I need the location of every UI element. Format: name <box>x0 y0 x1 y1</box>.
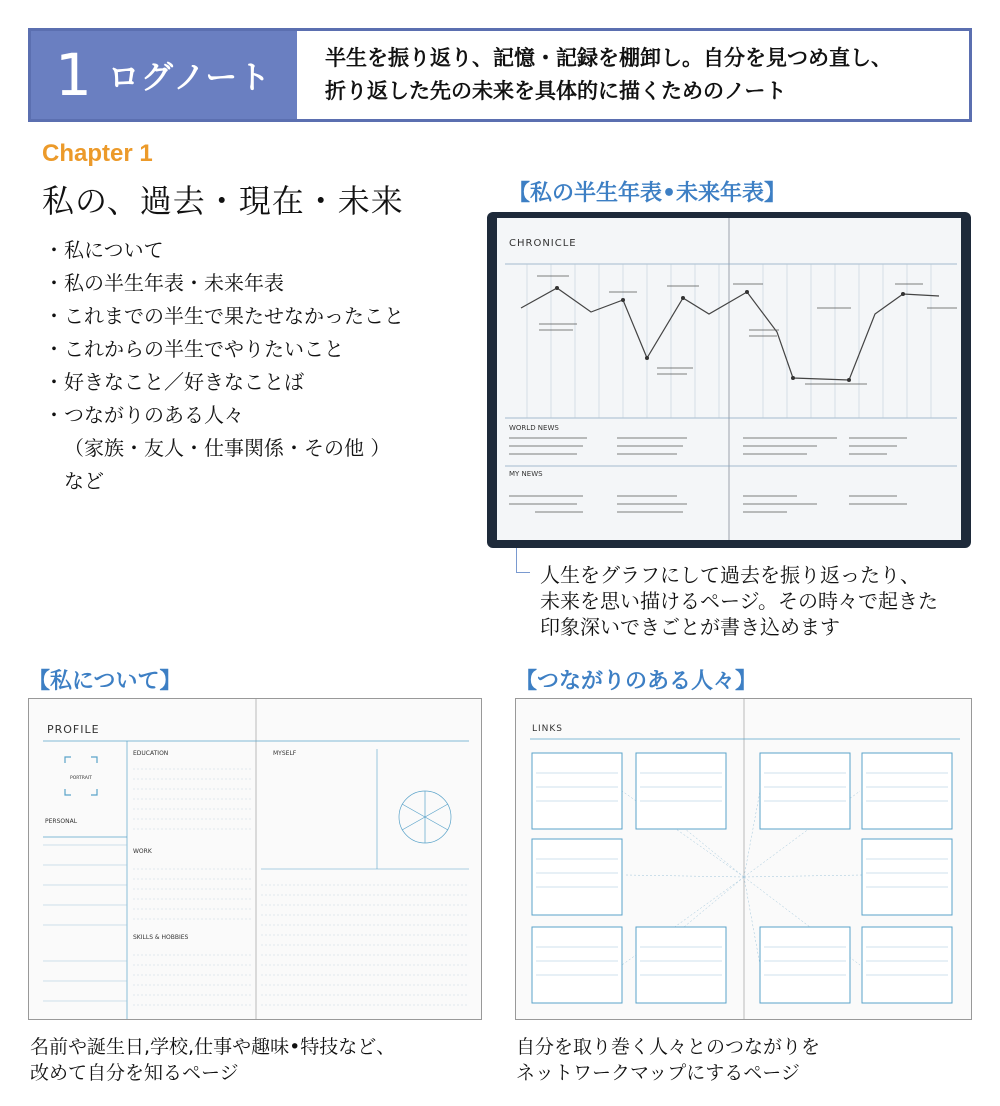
profile-caption-line2: 改めて自分を知るページ <box>30 1062 239 1084</box>
chapter-item: ・つながりのある人々 <box>44 403 244 427</box>
banner-title: ログノート <box>107 58 272 96</box>
chapter-label: Chapter 1 <box>42 140 153 167</box>
banner-description <box>297 31 969 119</box>
banner-description-line2: 折り返した先の未来を具体的に描くためのノート <box>325 79 787 103</box>
chronicle-caption-line2: 未来を思い描けるページ。その時々で起きた <box>540 589 938 613</box>
chapter-item: ・これまでの半生で果たせなかったこと <box>44 304 404 328</box>
chronicle-notebook-photo <box>487 212 971 548</box>
chapter-item: ・これからの半生でやりたいこと <box>44 337 344 361</box>
banner-title-block <box>31 31 297 119</box>
links-caption-line1: 自分を取り巻く人々とのつながりを <box>516 1036 821 1058</box>
banner-number: 1 <box>55 41 92 109</box>
chapter-item: ・好きなこと／好きなことば <box>44 370 304 394</box>
profile-heading: 【私について】 <box>28 669 182 694</box>
profile-page-photo <box>28 698 482 1020</box>
chapter-item-note: （家族・友人・仕事関係・その他 ） <box>64 436 391 460</box>
profile-page-title: PROFILE <box>47 723 100 736</box>
links-caption <box>516 1034 820 1086</box>
portrait-label: PORTRAIT <box>70 776 92 781</box>
links-page-photo <box>515 698 972 1020</box>
world-news-label: WORLD NEWS <box>509 424 559 432</box>
chapter-item-list <box>44 234 404 498</box>
banner-description-line1: 半生を振り返り、記憶・記録を棚卸し。自分を見つめ直し、 <box>325 46 892 71</box>
personal-label: PERSONAL <box>45 818 78 825</box>
chapter-item-note: など <box>64 469 104 493</box>
education-label: EDUCATION <box>133 750 169 757</box>
skills-label: SKILLS & HOBBIES <box>133 934 189 941</box>
caption-connector <box>516 548 517 572</box>
profile-caption-line1: 名前や誕生日,学校,仕事や趣味•特技など、 <box>30 1036 396 1058</box>
chronicle-caption-line3: 印象深いできごとが書き込めます <box>540 615 840 639</box>
work-label: WORK <box>133 848 152 855</box>
chapter-item: ・私の半生年表・未来年表 <box>44 271 284 295</box>
myself-label: MYSELF <box>273 750 297 757</box>
links-caption-line2: ネットワークマップにするページ <box>516 1062 800 1084</box>
links-heading: 【つながりのある人々】 <box>515 669 758 694</box>
chapter-item: ・私について <box>44 238 164 262</box>
links-page-title: LINKS <box>532 724 564 734</box>
caption-connector-horizontal <box>516 572 530 573</box>
profile-caption <box>30 1034 395 1086</box>
chapter-title: 私の、過去・現在・未来 <box>42 182 404 220</box>
chronicle-heading: 【私の半生年表•未来年表】 <box>508 181 787 206</box>
chronicle-page-title: CHRONICLE <box>509 238 577 249</box>
chronicle-caption <box>540 562 938 640</box>
chronicle-caption-line1: 人生をグラフにして過去を振り返ったり、 <box>540 563 920 587</box>
header-banner <box>28 28 972 122</box>
my-news-label: MY NEWS <box>509 470 543 478</box>
